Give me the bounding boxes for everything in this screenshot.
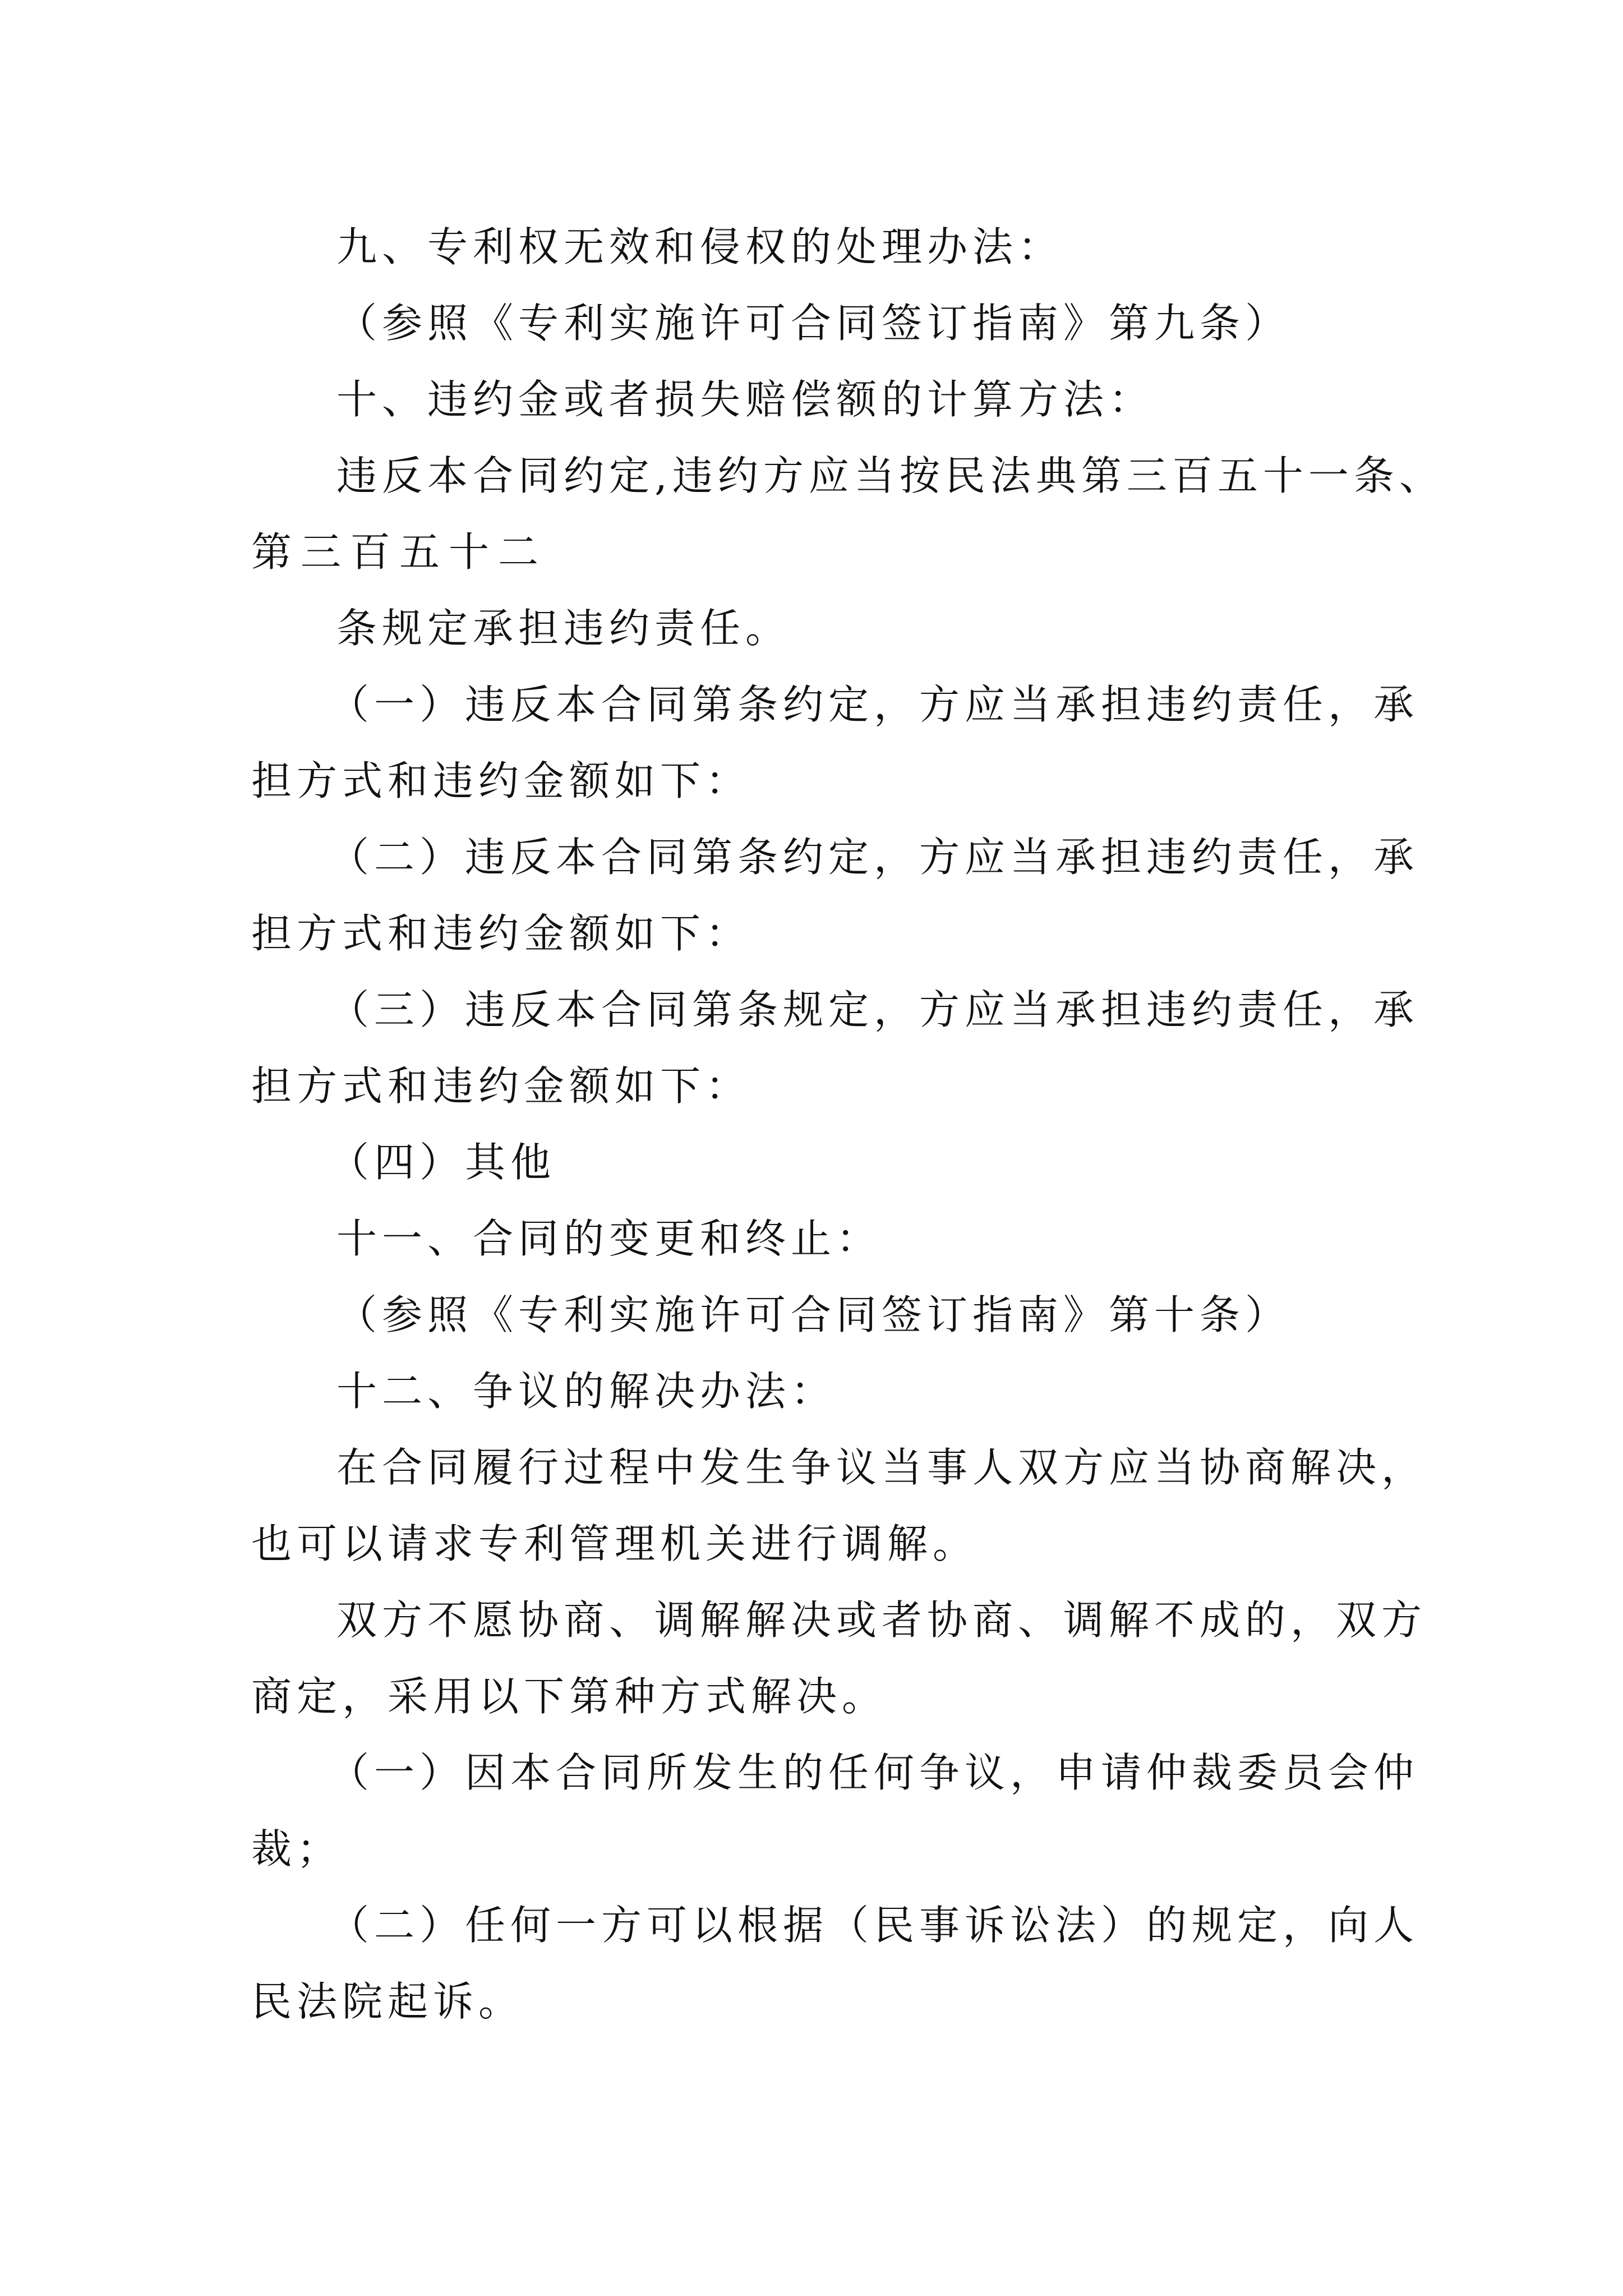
paragraph-line: 担方式和违约金额如下： <box>251 757 751 804</box>
paragraph-line: （参照《专利实施许可合同签订指南》第九条） <box>336 300 1291 347</box>
paragraph-line: 也可以请求专利管理机关进行调解。 <box>251 1520 979 1567</box>
paragraph-line: （一）因本合同所发生的任何争议，申请仲裁委员会仲 <box>329 1749 1419 1796</box>
paragraph-line: 裁； <box>251 1825 343 1872</box>
paragraph-line: 违反本合同约定,违约方应当按民法典第三百五十一条、 <box>336 452 1445 499</box>
paragraph-line: （二）任何一方可以根据（民事诉讼法）的规定，向人 <box>329 1902 1419 1949</box>
document-body <box>251 209 1445 2040</box>
heading-section-12: 十二、争议的解决办法： <box>336 1368 837 1415</box>
heading-section-11: 十一、合同的变更和终止： <box>336 1215 882 1262</box>
paragraph-line: （一）违反本合同第条约定，方应当承担违约责任，承 <box>329 681 1419 728</box>
paragraph-line: 担方式和违约金额如下： <box>251 910 751 957</box>
paragraph-line: 条规定承担违约责任。 <box>336 605 791 652</box>
paragraph-line: （四）其他 <box>329 1139 556 1186</box>
paragraph-line: 双方不愿协商、调解解决或者协商、调解不成的，双方 <box>336 1596 1427 1644</box>
paragraph-line: 商定，采用以下第种方式解决。 <box>251 1673 888 1720</box>
paragraph-line: 在合同履行过程中发生争议当事人双方应当协商解决， <box>336 1444 1427 1491</box>
paragraph-line: 第三百五十二 <box>251 528 548 576</box>
paragraph-line: 民法院起诉。 <box>251 1978 524 2025</box>
paragraph-line: （三）违反本合同第条规定，方应当承担违约责任，承 <box>329 986 1419 1033</box>
paragraph-line: 担方式和违约金额如下： <box>251 1062 751 1110</box>
heading-section-10: 十、违约金或者损失赔偿额的计算方法： <box>336 376 1155 423</box>
paragraph-line: （参照《专利实施许可合同签订指南》第十条） <box>336 1291 1291 1338</box>
heading-section-9: 九、专利权无效和侵权的处理办法： <box>336 223 1064 270</box>
paragraph-line: （二）违反本合同第条约定，方应当承担违约责任，承 <box>329 834 1419 881</box>
